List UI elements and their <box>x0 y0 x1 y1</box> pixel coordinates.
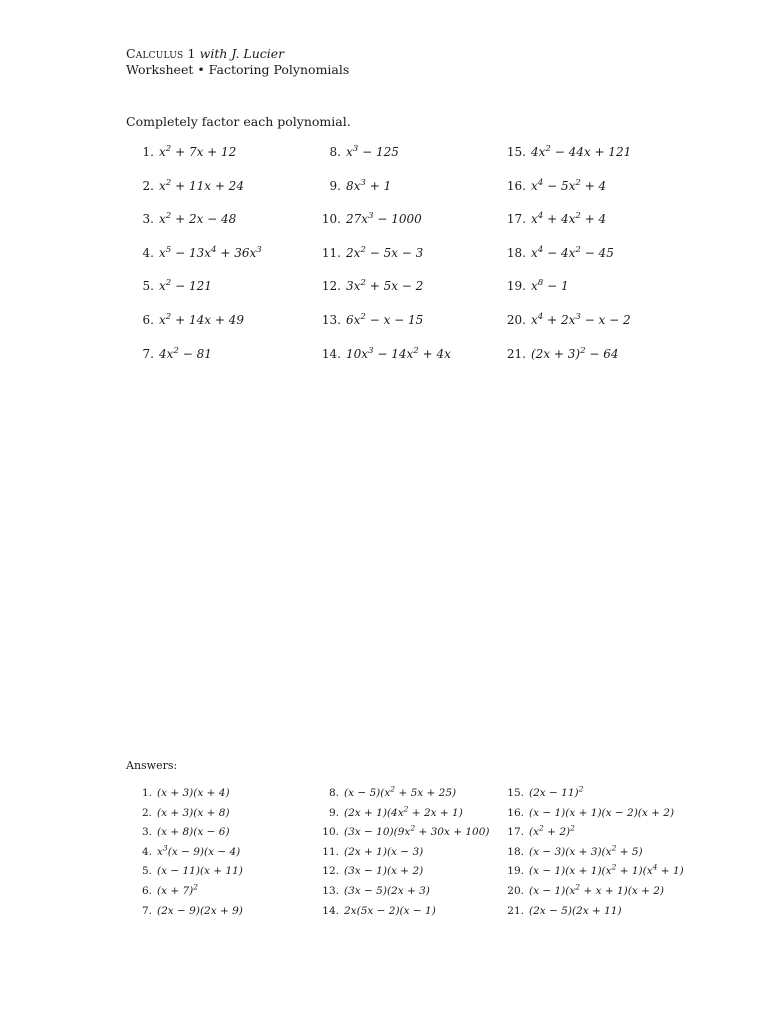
answer-expression: (x + 8)(x − 6) <box>157 826 230 839</box>
problem-expression: $10x^3 - 14x^2 + 4x$ <box>346 345 451 361</box>
problem <box>126 246 313 280</box>
problem <box>498 212 686 246</box>
problem-number: 3. <box>142 212 154 227</box>
problem <box>313 145 498 179</box>
answer-number: 21. <box>507 904 524 917</box>
problem <box>498 246 686 280</box>
problem-number: 10. <box>321 212 341 227</box>
problem-expression: $(2x + 3)^2 - 64$ <box>531 345 619 361</box>
answer-expression: (3x − 5)(2x + 3) <box>344 884 430 897</box>
answer <box>498 882 706 905</box>
answer-expression: $(2x + 1)(4x^2 + 2x + 1)$ <box>344 804 463 819</box>
answer-expression: $(x - 3)(x + 3)(x^2 + 5)$ <box>529 843 643 858</box>
answer-expression: $(x + 7)^2$ <box>157 882 199 897</box>
problem-number: 6. <box>142 312 154 327</box>
answer <box>498 784 706 807</box>
problem <box>498 313 686 347</box>
answer-expression: $(x - 1)(x^2 + x + 1)(x + 2)$ <box>529 882 665 897</box>
answer-number: 4. <box>141 845 152 858</box>
problem-expression: $27x^3 - 1000$ <box>346 211 422 227</box>
answer-number: 7. <box>141 904 152 917</box>
answer-expression: 2x(5x − 2)(x − 1) <box>344 904 436 917</box>
answer <box>498 807 706 827</box>
worksheet-header <box>126 46 349 78</box>
answer <box>313 804 498 827</box>
answer-number: 20. <box>507 884 524 897</box>
answers-heading: Answers: <box>126 759 178 772</box>
problem-number: 1. <box>142 145 154 159</box>
answer <box>126 882 313 905</box>
answer-expression: (2x − 5)(2x + 11) <box>529 904 622 917</box>
instructions: Completely factor each polynomial. <box>126 114 351 129</box>
answer <box>498 823 706 846</box>
problem <box>313 246 498 280</box>
answer-expression: $(2x - 11)^2$ <box>529 784 584 799</box>
problem-expression: $x^2 + 11x + 24$ <box>159 177 244 193</box>
problem <box>126 212 313 246</box>
problem-expression: $x^2 + 2x - 48$ <box>159 211 237 227</box>
problem-expression: $x^4 - 4x^2 - 45$ <box>531 244 614 260</box>
problem-number: 15. <box>506 145 526 159</box>
answer-expression: $x^3(x - 9)(x - 4)$ <box>157 843 241 858</box>
problem <box>313 179 498 213</box>
answer-expression: (3x − 1)(x + 2) <box>344 865 424 878</box>
problem-expression: $x^5 - 13x^4 + 36x^3$ <box>159 244 262 260</box>
answer-number: 1. <box>141 787 152 799</box>
problem-expression: $2x^2 - 5x - 3$ <box>346 244 424 260</box>
answer-number: 6. <box>141 884 152 897</box>
answer <box>498 843 706 866</box>
problem-expression: $4x^2 - 81$ <box>159 345 212 361</box>
problem <box>498 179 686 213</box>
answer-expression: (x − 1)(x + 1)(x − 2)(x + 2) <box>529 806 675 819</box>
problem-expression: $x^2 - 121$ <box>159 278 212 294</box>
answer-number: 15. <box>507 787 524 799</box>
answer <box>498 862 706 885</box>
answer <box>313 823 498 846</box>
answer <box>313 885 498 905</box>
problem <box>498 145 686 179</box>
problem <box>126 313 313 347</box>
problem-expression: $6x^2 - x - 15$ <box>346 311 424 327</box>
answer-expression: (2x + 1)(x − 3) <box>344 845 424 858</box>
answer-number: 13. <box>322 884 339 897</box>
problem-number: 16. <box>506 178 526 193</box>
problem-number: 4. <box>142 245 154 260</box>
problem <box>126 347 313 381</box>
problem-number: 20. <box>506 312 526 327</box>
answer-number: 11. <box>322 845 339 858</box>
problem <box>126 145 313 179</box>
problem <box>313 212 498 246</box>
answer-list <box>126 784 706 924</box>
worksheet-title: Worksheet • Factoring Polynomials <box>126 62 350 77</box>
problem-number: 17. <box>506 212 526 227</box>
answer <box>126 865 313 885</box>
answer-expression: (2x − 9)(2x + 9) <box>157 904 243 917</box>
problem-number: 21. <box>506 346 526 361</box>
answer-number: 10. <box>322 826 339 839</box>
problem <box>313 279 498 313</box>
problem-number: 12. <box>321 279 341 294</box>
answer <box>126 905 313 925</box>
problem <box>126 179 313 213</box>
answer-number: 19. <box>507 865 524 878</box>
problem-number: 2. <box>142 178 154 193</box>
problem-expression: $x^2 + 7x + 12$ <box>159 144 237 159</box>
problem-number: 5. <box>142 279 154 294</box>
problem <box>498 279 686 313</box>
problem-number: 13. <box>321 312 341 327</box>
answer-expression: (x − 11)(x + 11) <box>157 865 243 878</box>
answer-number: 16. <box>507 806 524 819</box>
problem-expression: $x^4 + 4x^2 + 4$ <box>531 211 607 227</box>
problem-number: 19. <box>506 279 526 294</box>
answer <box>313 905 498 925</box>
instructor-name: with J. Lucier <box>199 46 285 61</box>
answer-number: 8. <box>328 787 339 799</box>
problem-expression: $x^8 - 1$ <box>531 278 569 294</box>
answer-expression: $(x - 1)(x + 1)(x^2 + 1)(x^4 + 1)$ <box>529 862 684 878</box>
answer-expression: (x + 3)(x + 8) <box>157 806 230 819</box>
answer-expression: (x + 3)(x + 4) <box>157 787 230 799</box>
problem-number: 7. <box>142 346 154 361</box>
answer-expression: $(x - 5)(x^2 + 5x + 25)$ <box>344 784 457 799</box>
problem-expression: $x^4 - 5x^2 + 4$ <box>531 177 607 193</box>
answer-number: 5. <box>141 865 152 878</box>
answer-number: 9. <box>328 806 339 819</box>
problem-expression: $x^4 + 2x^3 - x - 2$ <box>531 311 631 327</box>
problem <box>498 347 686 381</box>
problem-expression: $8x^3 + 1$ <box>346 177 392 193</box>
course-name: Calculus 1 <box>126 46 196 61</box>
answer <box>126 787 313 807</box>
problem-list <box>126 145 686 380</box>
problem <box>126 279 313 313</box>
problem-expression: $x^3 - 125$ <box>346 144 399 159</box>
answer-number: 3. <box>141 826 152 839</box>
problem-number: 18. <box>506 245 526 260</box>
answer-expression: $(3x - 10)(9x^2 + 30x + 100)$ <box>344 823 490 839</box>
answer-number: 14. <box>322 904 339 917</box>
answer <box>126 843 313 866</box>
answer <box>498 905 706 925</box>
course-line <box>126 46 349 62</box>
problem-number: 11. <box>321 245 341 260</box>
problem-number: 14. <box>321 346 341 361</box>
answer <box>126 826 313 846</box>
problem <box>313 347 498 381</box>
answer-number: 17. <box>507 826 524 839</box>
problem <box>313 313 498 347</box>
problem-number: 9. <box>329 178 341 193</box>
answer <box>313 846 498 866</box>
answer-expression: $(x^2 + 2)^2$ <box>529 823 575 839</box>
answer-number: 18. <box>507 845 524 858</box>
problem-number: 8. <box>329 145 341 159</box>
answer <box>313 865 498 885</box>
answer <box>126 807 313 827</box>
problem-expression: $x^2 + 14x + 49$ <box>159 311 244 327</box>
answer-number: 2. <box>141 806 152 819</box>
problem-expression: $3x^2 + 5x - 2$ <box>346 278 424 294</box>
problem-expression: $4x^2 - 44x + 121$ <box>531 144 632 159</box>
answer-number: 12. <box>322 865 339 878</box>
